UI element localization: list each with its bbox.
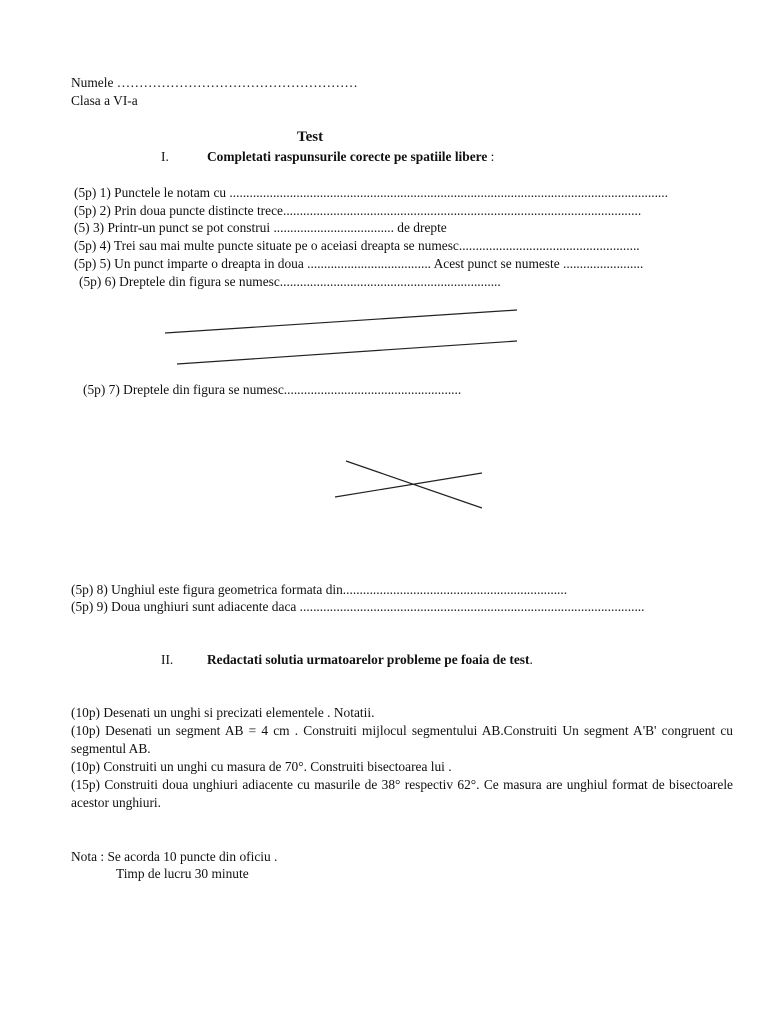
section-2-heading (207, 651, 533, 668)
section-2-heading-text: Redactati solutia urmatoarelor probleme pe foaia de test (207, 652, 530, 667)
question-8: (5p) 8) Unghiul este figura geometrica formata din................................................................... (71, 582, 568, 597)
line-upper (165, 310, 517, 333)
note-time: Timp de lucru 30 minute (116, 866, 249, 881)
question-4: (5p) 4) Trei sau mai multe puncte situate pe o aceiasi dreapta se numesc...................................................... (74, 238, 640, 253)
class-line: Clasa a VI-a (71, 93, 138, 108)
question-3: (5) 3) Printr-un punct se pot construi .................................... de drepte (74, 220, 447, 235)
section-1-heading (207, 148, 494, 165)
problem-4: (15p) Construiti doua unghiuri adiacente cu masurile de 38° respectiv 62°. Ce masura are unghiul format de bisectoarele acestor unghiuri. (71, 777, 733, 810)
question-7: (5p) 7) Dreptele din figura se numesc..................................................... (83, 382, 462, 397)
section-1-heading-tail: : (487, 149, 495, 164)
line-lower (177, 341, 517, 364)
problem-2: (10p) Desenati un segment AB = 4 cm . Construiti mijlocul segmentului AB.Construiti Un segment A'B' congruent cu segmentul AB. (71, 723, 733, 756)
problem-3: (10p) Construiti un unghi cu masura de 70°. Construiti bisectoarea lui . (71, 759, 452, 774)
test-title: Test (297, 129, 324, 145)
section-2-heading-tail: . (529, 652, 533, 667)
question-6: (5p) 6) Dreptele din figura se numesc.................................................................. (79, 274, 501, 289)
question-5: (5p) 5) Un punct imparte o dreapta in doua ..................................... Acest punct se numeste ........................ (74, 256, 644, 271)
question-2: (5p) 2) Prin doua puncte distincte trece........................................................................................................... (74, 203, 642, 218)
section-2-numeral: II. (161, 652, 174, 667)
parallel-lines-figure (165, 310, 517, 364)
question-9: (5p) 9) Doua unghiuri sunt adiacente daca ....................................................................................................... (71, 599, 645, 614)
note-points: Nota : Se acorda 10 puncte din oficiu . (71, 849, 278, 864)
intersecting-lines-figure (335, 461, 482, 508)
section-1-numeral: I. (161, 149, 169, 164)
line-ascending (335, 473, 482, 497)
question-1: (5p) 1) Punctele le notam cu ................................................................................................................................... (74, 185, 668, 200)
line-descending (346, 461, 482, 508)
section-1-heading-text: Completati raspunsurile corecte pe spatiile libere (207, 149, 488, 164)
problem-1: (10p) Desenati un unghi si precizati elementele . Notatii. (71, 705, 375, 720)
student-name-line: Numele ……………………………………………… (71, 75, 358, 90)
